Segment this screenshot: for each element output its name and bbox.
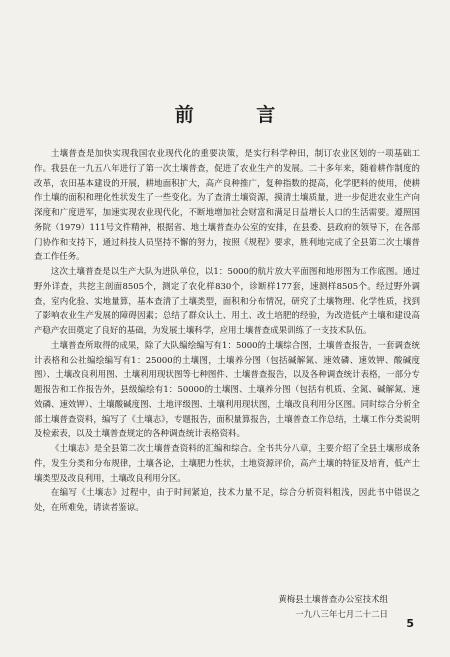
paragraph: 这次土壤普查是以生产大队为进队单位，以1：5000的航片放大平面图和地形图为工作底图。通过野外详查，共挖主剖面8505个，测定了农化样830个，诊断样177套，速测样8505个。经过野外调查，室内化验、实地量算，基本查清了土壤类型，面积和分布情况，研究了土壤物理、化学性质，找到了影响农业生产发展的障碍因素；总结了群众认土、用土、改土培肥的经验，为改造低产土壤和建设高产稳产农田奠定了良好的基础，为发展土壤科学，应用土壤普查成果训练了一支技术队伍。 [34,266,420,335]
paragraph: 土壤普查所取得的成果，除了大队编绘编写有1：5000的土壤综合图，土壤普查报告，一套调查统计表格和公社编绘编写有1：25000的土壤图，土壤养分图（包括碱解氮、速效磷、速效钾、酸碱度图）、土壤改良利用图、土壤利用现状图等七种图件、土壤普查报告，以及各种调查统计表格，一部分专题报告和工作报告外，县级编绘有1：50000的土壤图、土壤养分图（包括有机质、全氮、碱解氮、速效磷、速效钾）、土壤酸碱度图、土地评级图、土壤利用现状图，土壤改良利用分区图。同时综合分析全部土壤普查资料，编写了《土壤志》，专题报告，面积量算报告，土壤普查工作总结，土壤工作分类说明及检索表，以及土壤普查规定的各种调查统计表格资料。 [34,339,420,439]
signature-date: 一九八三年七月二十二日 [295,609,388,619]
paragraph: 《土壤志》是全县第二次土壤普查资料的汇编和综合。全书共分八章，主要介绍了全县土壤形成条件，发生分类和分布规律，土壤各论，土壤肥力性状，土地资源评价，高产土壤的特征及培育，低产土壤类型及改良利用，土壤改良利用分区。 [34,443,420,483]
preface-body [34,146,420,515]
signature-block [278,592,388,622]
page-title: 前 言 [174,104,304,126]
signature-organization: 黄梅县土壤普查办公室技术组 [278,594,388,604]
paragraph: 土壤普查是加快实现我国农业现代化的重要决策，是实行科学种田，制订农业区划的一项基础工作。我县在一九五八年进行了第一次土壤普查，促进了农业生产的发展。二十多年来，随着耕作制度的改革，农田基本建设的开展，耕地面积扩大，高产良种推广，复种指数的提高，化学肥料的使用，使耕作土壤的面积和理化性状发生了一些变化。为了查清土壤资源，摸清土壤质量，进一步促进农业生产向深度和广度进军，加速实现农业现代化，不断地增加社会财富和满足日益增长人口的生活需要。遵照国务院（1979）111号文件精神，根据省、地土壤普查办公室的安排，在县委、县政府的领导下，在各部门协作和支持下，通过科技人员坚持不懈的努力，按照《规程》要求，胜利地完成了全县第二次土壤普查工作任务。 [34,148,420,262]
page-number: 5 [406,617,414,630]
paragraph: 在编写《土壤志》过程中，由于时间紧迫，技术力量不足，综合分析资料粗浅，因此书中错误之处，在所难免，请读者鉴谅。 [34,487,420,512]
